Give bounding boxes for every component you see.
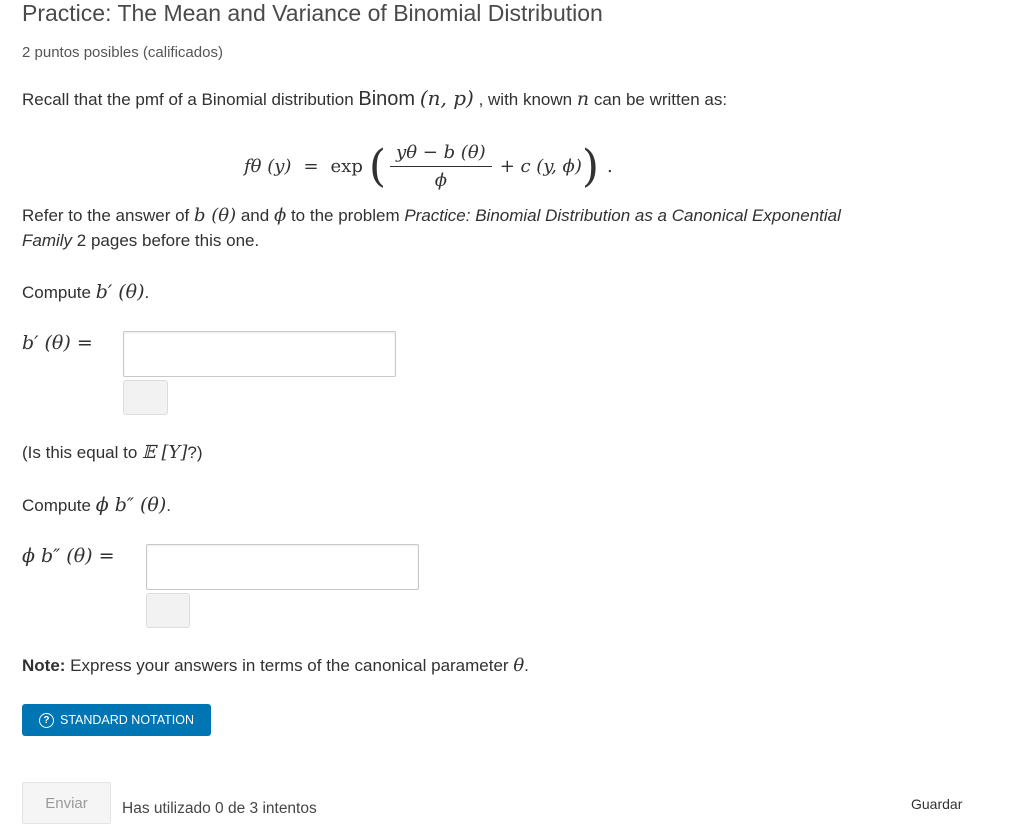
save-button[interactable]: Guardar (911, 796, 963, 812)
q1-math-preview (123, 380, 168, 415)
q1-compute-math: b′ (θ) (95, 281, 145, 303)
right-paren: ) (581, 140, 600, 192)
note-period: . (524, 656, 529, 675)
q2-compute-math: ϕ b″ (θ) (95, 494, 167, 516)
n-symbol: n (576, 88, 590, 110)
formula-fraction (390, 142, 492, 191)
refer-problem-name-cont: Family (22, 231, 73, 250)
q2-math-preview (146, 593, 190, 628)
note-body: Express your answers in terms of the canonical parameter (65, 656, 514, 675)
q2-input-label: ϕ b″ (θ) = (22, 545, 115, 567)
refer-suffix: 2 pages before this one. (72, 231, 260, 250)
pmf-formula (244, 142, 613, 191)
formula-numerator: yθ − b (θ) (390, 142, 492, 167)
q2-prompt (22, 494, 171, 516)
intro-suffix: , with known (473, 90, 577, 109)
refer-prefix: Refer to the answer of (22, 206, 194, 225)
q1-input-label: b′ (θ) = (22, 332, 93, 354)
hint-suffix: ?) (187, 443, 203, 462)
problem-title: Practice: The Mean and Variance of Binomial Distribution (22, 0, 603, 26)
formula-exp: exp (330, 156, 363, 177)
refer-and: and (236, 206, 274, 225)
hint-expectation: 𝔼 [Y] (142, 442, 188, 463)
standard-notation-button[interactable] (22, 704, 211, 736)
q1-prompt (22, 281, 149, 303)
hint-prefix: (Is this equal to (22, 443, 143, 462)
note-text (22, 655, 529, 676)
refer-line1 (22, 205, 841, 226)
attempts-text: Has utilizado 0 de 3 intentos (122, 800, 317, 817)
points-info: 2 puntos posibles (calificados) (22, 44, 223, 61)
note-bold: Note: (22, 656, 66, 675)
formula-equals: = (303, 156, 319, 177)
q1-compute-label: Compute (22, 283, 96, 302)
refer-problem-name: Practice: Binomial Distribution as a Canonical Exponential (404, 206, 841, 225)
binom-label: Binom (358, 88, 416, 110)
refer-line2 (22, 231, 259, 251)
intro-text (22, 86, 727, 111)
q1-compute-period: . (144, 283, 150, 302)
note-theta: θ (513, 655, 525, 676)
hint-text (22, 442, 203, 463)
q2-compute-period: . (166, 496, 171, 515)
q2-compute-label: Compute (22, 496, 96, 515)
refer-phi: ϕ (273, 205, 287, 226)
submit-button[interactable]: Enviar (22, 782, 111, 824)
q1-answer-input[interactable] (123, 331, 396, 377)
formula-period: . (607, 156, 613, 177)
refer-to-problem: to the problem (286, 206, 405, 225)
left-paren: ( (368, 140, 387, 192)
q2-answer-input[interactable] (146, 544, 419, 590)
binom-args: (n, p) (419, 86, 474, 110)
formula-denominator: ϕ (434, 170, 447, 191)
help-icon: ? (39, 713, 54, 728)
intro-end: can be written as: (589, 90, 728, 109)
formula-lhs: fθ (y) (244, 156, 292, 177)
standard-notation-label: STANDARD NOTATION (59, 713, 195, 727)
refer-b-theta: b (θ) (193, 205, 237, 226)
intro-prefix: Recall that the pmf of a Binomial distribution (22, 90, 359, 109)
formula-tail: + c (y, ϕ) (499, 156, 582, 177)
